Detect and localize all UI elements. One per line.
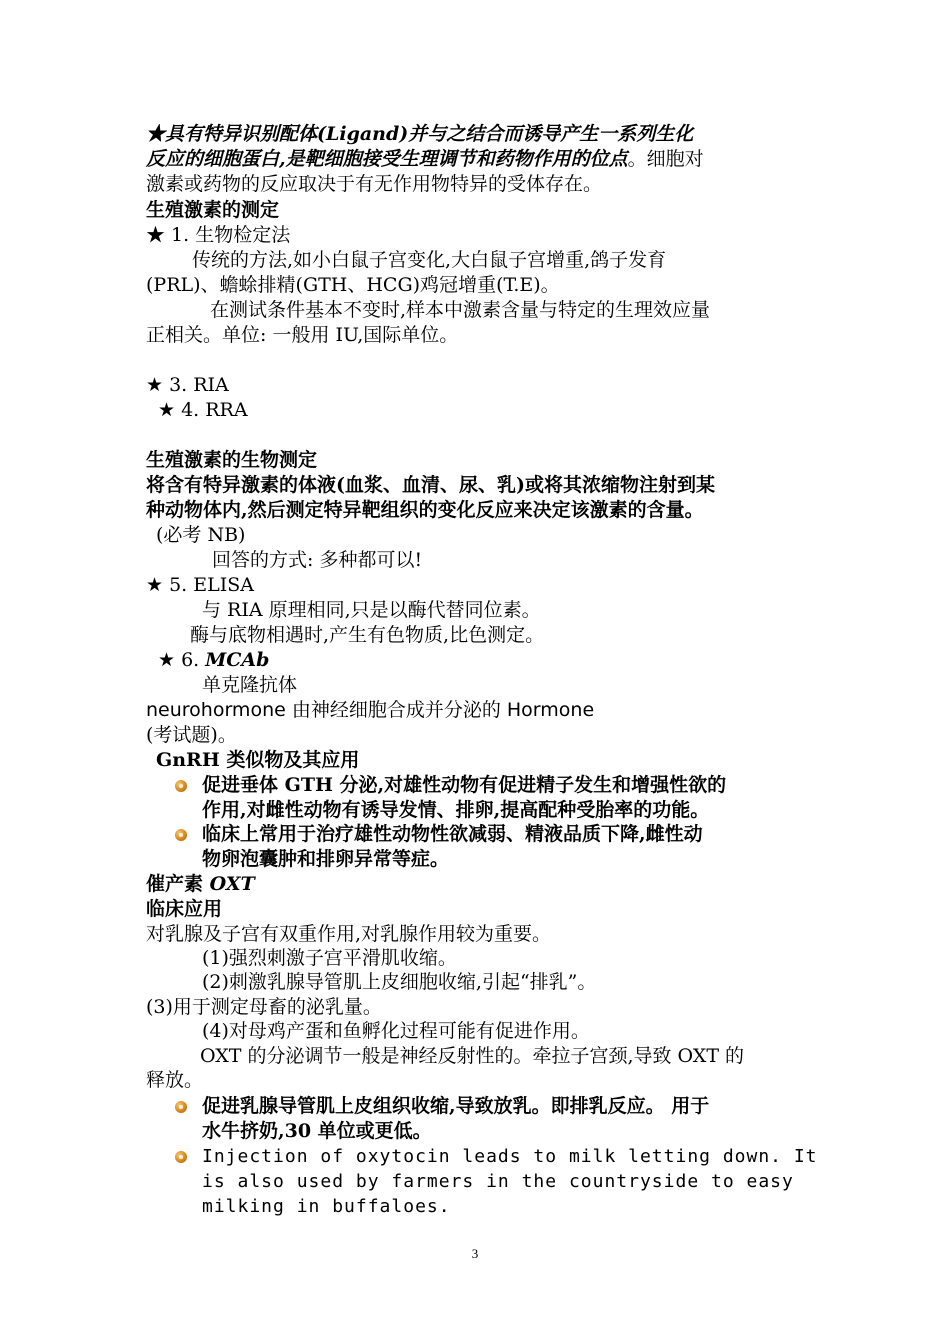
intro-line-2-bold: 反应的细胞蛋白,是靶细胞接受生理调节和药物作用的位点 [146,148,628,170]
clinical-use-title: 临床应用 [146,898,223,920]
bullet-icon [175,1101,187,1113]
gnrh-title: GnRH 类似物及其应用 [156,749,360,771]
oxt-title-en: OXT [209,873,255,895]
bullet-icon [175,1151,187,1163]
list-item-ria: ★ 3. RIA [146,374,229,396]
section-title-bio-measurement: 生殖激素的生物测定 [146,449,318,471]
effect-2: (2)刺激乳腺导管肌上皮细胞收缩,引起“排乳”。 [202,971,597,993]
list-item-rra: ★ 4. RRA [158,399,248,421]
effect-4: (4)对母鸡产蛋和鱼孵化过程可能有促进作用。 [202,1020,590,1042]
oxt-bullet-2b: is also used by farmers in the countryside to easy [202,1171,794,1192]
bioassay-paragraph-2a: 在测试条件基本不变时,样本中激素含量与特定的生理效应量 [210,299,711,321]
intro-line-1: ★具有特异识别配体(Ligand)并与之结合而诱导产生一系列生化 [146,123,694,145]
mcab-name: MCAb [205,649,270,671]
page-number: 3 [471,1246,479,1261]
section-title-measurement: 生殖激素的测定 [146,199,280,221]
gnrh-bullet-1b: 作用,对雌性动物有诱导发情、排卵,提高配种受胎率的功能。 [202,799,710,821]
definition-line-2: 种动物体内,然后测定特异靶组织的变化反应来决定该激素的含量。 [146,499,704,521]
oxt-bullet-2c: milking in buffaloes. [202,1196,451,1217]
oxt-bullet-2a: Injection of oxytocin leads to milk letting down. It [202,1146,818,1167]
neurohormone-line: neurohormone 由神经细胞合成并分泌的 Hormone [146,699,595,721]
oxt-bullet-1b: 水牛挤奶,30 单位或更低。 [202,1120,432,1142]
exam-note: (必考 NB) [156,524,246,546]
bioassay-paragraph-2b: 正相关。单位: 一般用 IU,国际单位。 [146,324,459,346]
gnrh-bullet-1a: 促进垂体 GTH 分泌,对雄性动物有促进精子发生和增强性欲的 [202,774,727,796]
oxt-title-cn: 催产素 [146,873,204,895]
bioassay-paragraph-1b: (PRL)、蟾蜍排精(GTH、HCG)鸡冠增重(T.E)。 [146,274,560,296]
dual-action-line: 对乳腺及子宫有双重作用,对乳腺作用较为重要。 [146,923,552,945]
oxt-bullet-1a: 促进乳腺导管肌上皮组织收缩,导致放乳。即排乳反应。 用于 [202,1095,710,1117]
regulation-line-2: 释放。 [146,1069,204,1091]
intro-line-2 [146,147,810,172]
bullet-icon [175,829,187,841]
oxt-title [146,872,810,897]
exam-question-note: (考试题)。 [146,724,237,746]
bullet-icon [175,780,187,792]
definition-line-1: 将含有特异激素的体液(血浆、血清、尿、乳)或将其浓缩物注射到某 [146,474,715,496]
elisa-line-1: 与 RIA 原理相同,只是以酶代替同位素。 [202,599,541,621]
intro-line-2-tail: 。细胞对 [627,148,704,170]
effect-1: (1)强烈刺激子宫平滑肌收缩。 [202,947,457,969]
elisa-line-2: 酶与底物相遇时,产生有色物质,比色测定。 [190,624,545,646]
mcab-prefix: ★ 6. [158,649,200,671]
gnrh-bullet-2b: 物卵泡囊肿和排卵异常等症。 [202,848,450,870]
mcab-description: 单克隆抗体 [202,674,298,696]
list-item-bioassay: ★ 1. 生物检定法 [146,224,291,246]
regulation-line-1: OXT 的分泌调节一般是神经反射性的。牵拉子宫颈,导致 OXT 的 [200,1045,745,1067]
answer-note: 回答的方式: 多种都可以! [212,549,423,571]
intro-line-3: 激素或药物的反应取决于有无作用物特异的受体存在。 [146,173,603,195]
gnrh-bullet-2a: 临床上常用于治疗雄性动物性欲减弱、精液品质下降,雌性动 [202,823,703,845]
bioassay-paragraph-1a: 传统的方法,如小白鼠子宫变化,大白鼠子宫增重,鸽子发育 [192,249,667,271]
effect-3: (3)用于测定母畜的泌乳量。 [146,996,382,1018]
list-item-elisa: ★ 5. ELISA [146,574,254,596]
list-item-mcab [158,648,822,673]
